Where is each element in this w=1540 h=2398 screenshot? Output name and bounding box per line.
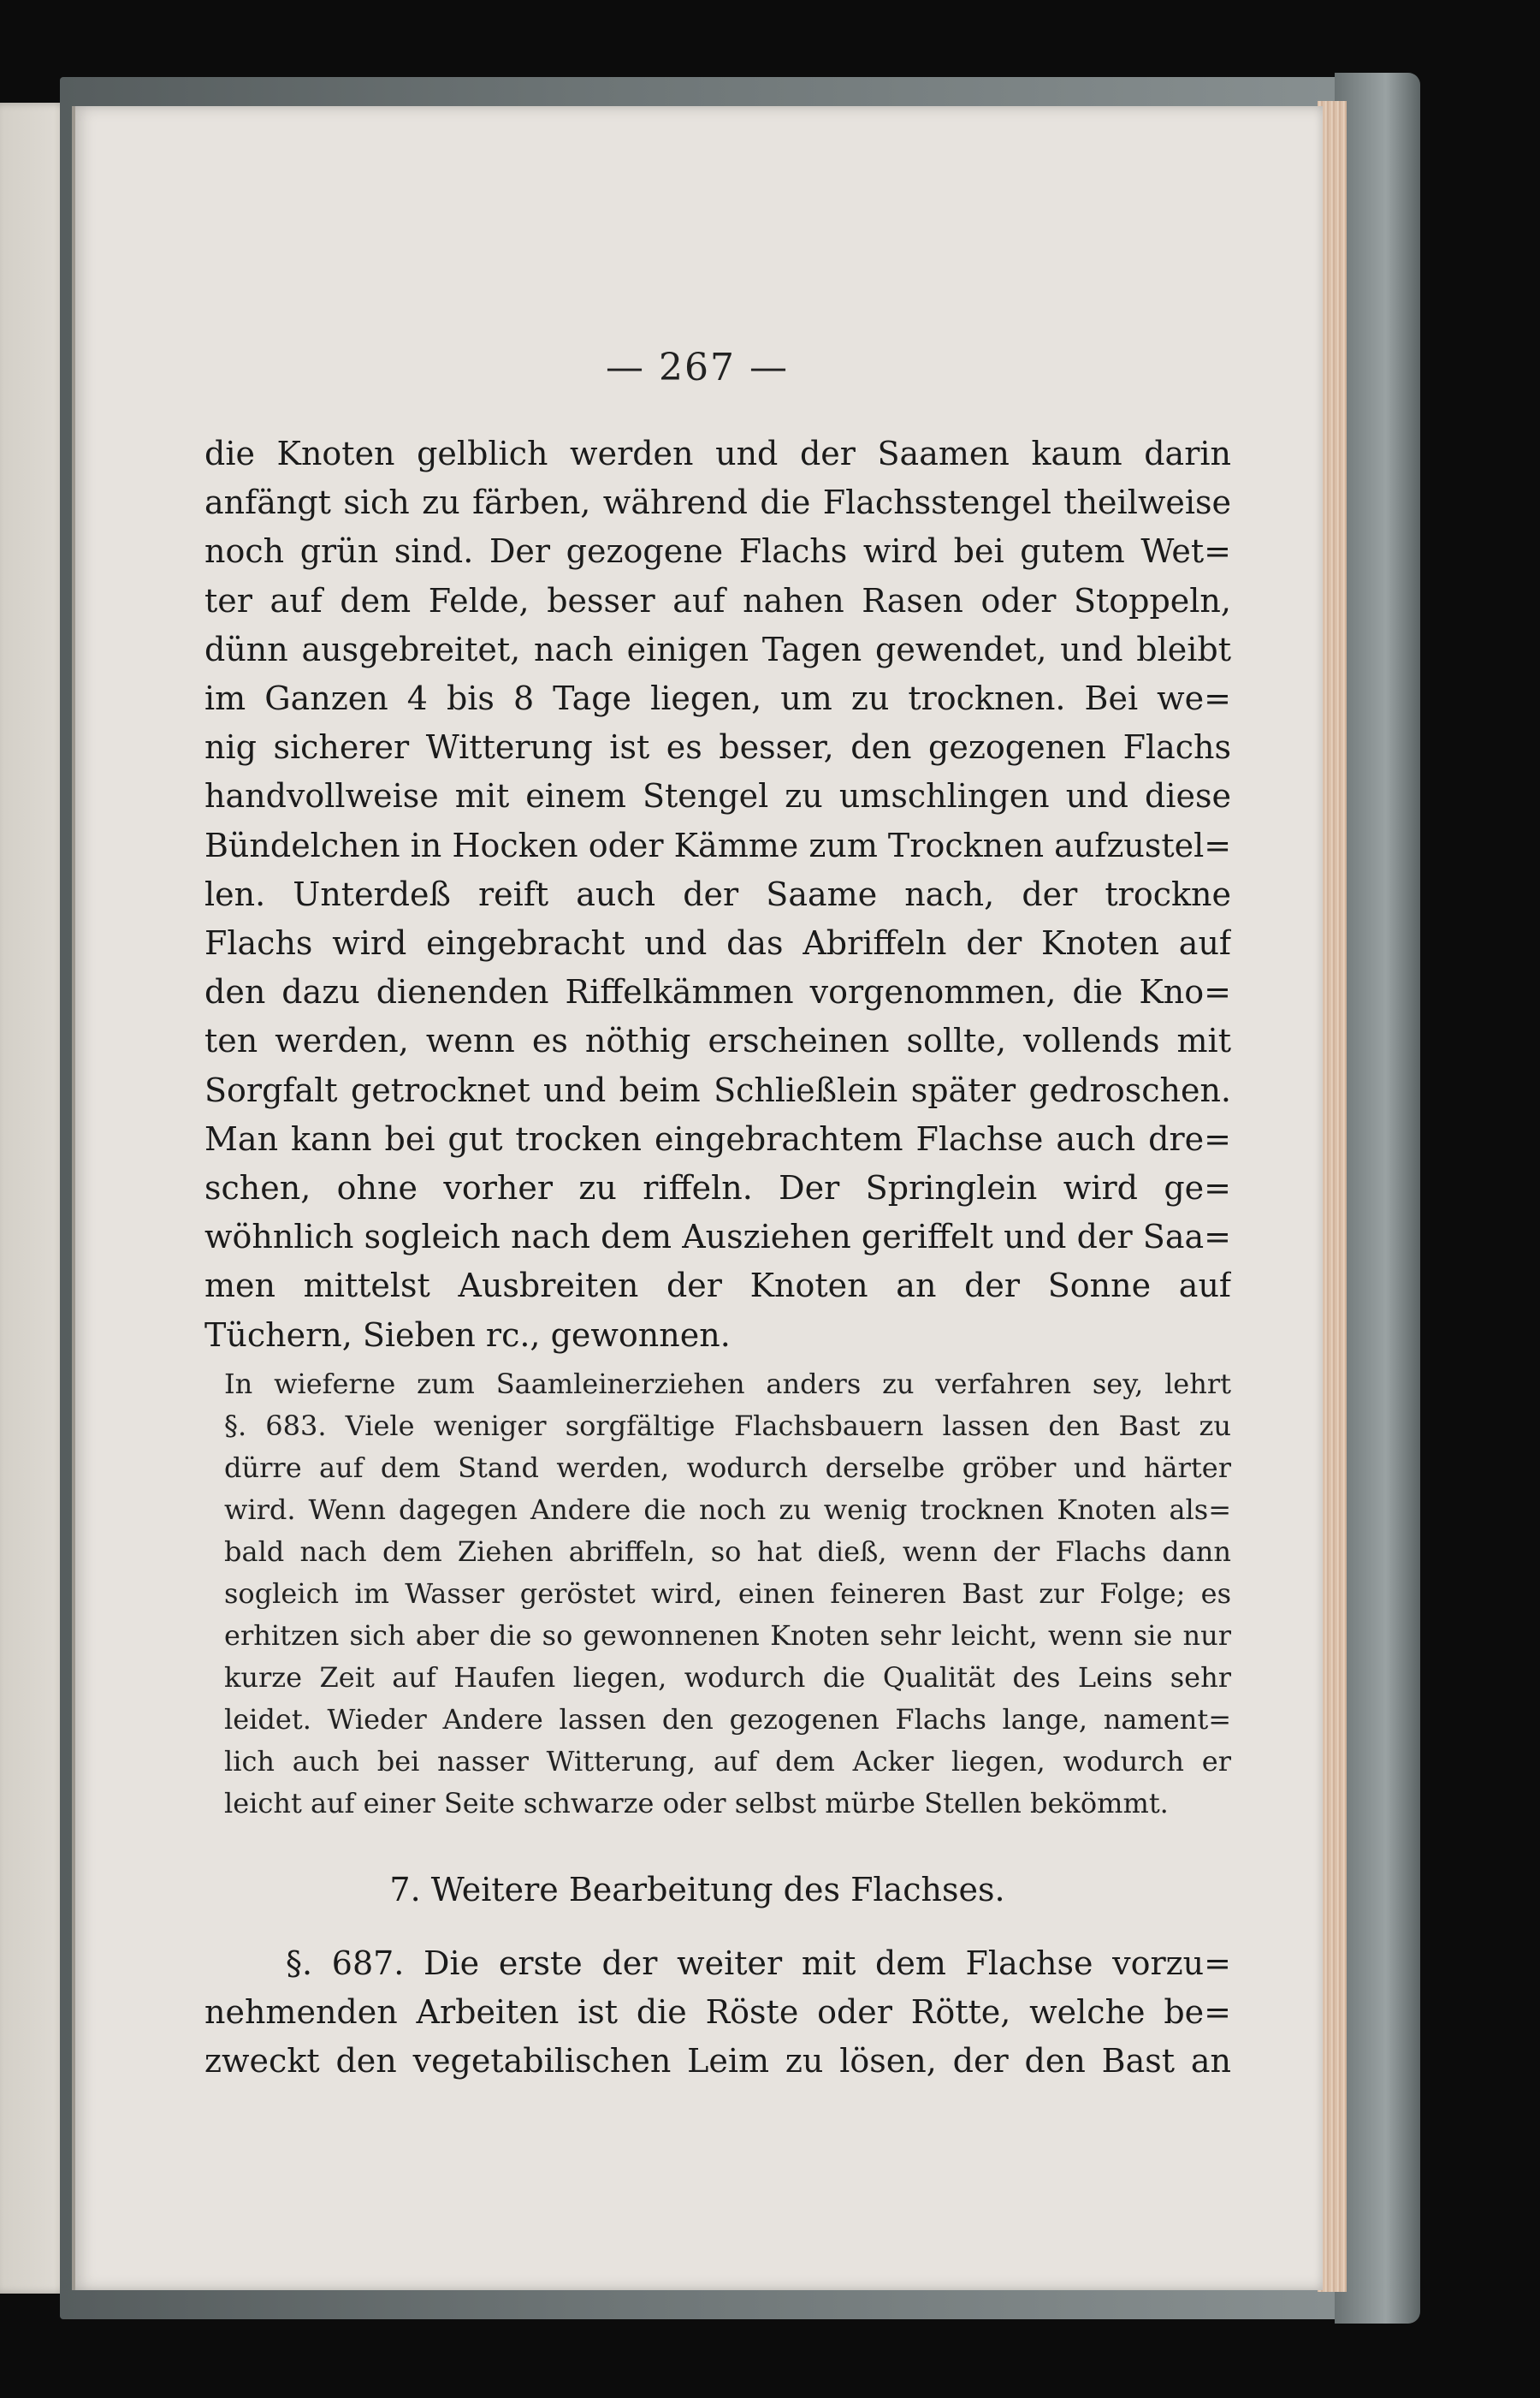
note-paragraph	[224, 1363, 1231, 1825]
book-page	[72, 106, 1323, 2290]
page-gutter	[72, 106, 75, 2290]
section-paragraph	[204, 1939, 1231, 2086]
text-line: Bündelchen in Hocken oder Kämme zum Trocknen aufzustel=	[204, 826, 1231, 864]
section-heading: 7. Weitere Bearbeitung des Flachses.	[389, 1871, 1005, 1908]
text-line: nehmenden Arbeiten ist die Röste oder Rötte, welche be=	[204, 1993, 1231, 2031]
text-line: den dazu dienenden Riffelkämmen vorgenommen, die Kno=	[204, 973, 1231, 1012]
text-line: Tüchern, Sieben rc., gewonnen.	[204, 1315, 731, 1354]
note-line: lich auch bei nasser Witterung, auf dem Acker liegen, wodurch er	[224, 1745, 1231, 1778]
text-line: anfängt sich zu färben, während die Flachsstengel theilweise	[204, 484, 1231, 522]
note-line: bald nach dem Ziehen abriffeln, so hat dieß, wenn der Flachs dann	[224, 1535, 1231, 1568]
note-line: erhitzen sich aber die so gewonnenen Knoten sehr leicht, wenn sie nur	[224, 1619, 1231, 1652]
text-line: ter auf dem Felde, besser auf nahen Rasen oder Stoppeln,	[204, 581, 1231, 620]
note-line: In wieferne zum Saamleinerziehen anders zu verfahren sey, lehrt	[224, 1368, 1231, 1400]
text-line: noch grün sind. Der gezogene Flachs wird bei gutem Wet=	[204, 532, 1231, 571]
text-line: nig sicherer Witterung ist es besser, den gezogenen Flachs	[204, 728, 1231, 767]
text-line: handvollweise mit einem Stengel zu umschlingen und diese	[204, 777, 1231, 816]
book-cover-edge	[1335, 73, 1420, 2324]
text-line: dünn ausgebreitet, nach einigen Tagen gewendet, und bleibt	[204, 630, 1231, 668]
page-number: — 267 —	[606, 346, 789, 389]
text-line: Flachs wird eingebracht und das Abriffeln der Knoten auf	[204, 924, 1231, 963]
text-line: schen, ohne vorher zu riffeln. Der Springlein wird ge=	[204, 1169, 1231, 1208]
note-line: sogleich im Wasser geröstet wird, einen feineren Bast zur Folge; es	[224, 1577, 1231, 1610]
main-paragraph	[204, 430, 1231, 1360]
text-line: Sorgfalt getrocknet und beim Schließlein später gedroschen.	[204, 1071, 1231, 1109]
note-line: wird. Wenn dagegen Andere die noch zu wenig trocknen Knoten als=	[224, 1493, 1231, 1526]
text-line: die Knoten gelblich werden und der Saamen kaum darin	[204, 435, 1231, 472]
text-line: §. 687. Die erste der weiter mit dem Flachse vorzu=	[286, 1944, 1231, 1982]
text-line: Man kann bei gut trocken eingebrachtem Flachse auch dre=	[204, 1119, 1231, 1158]
note-line: dürre auf dem Stand werden, wodurch derselbe gröber und härter	[224, 1451, 1231, 1484]
note-line: kurze Zeit auf Haufen liegen, wodurch die Qualität des Leins sehr	[224, 1661, 1231, 1694]
text-line: im Ganzen 4 bis 8 Tage liegen, um zu trocknen. Bei we=	[204, 680, 1231, 718]
note-line: §. 683. Viele weniger sorgfältige Flachsbauern lassen den Bast zu	[224, 1410, 1231, 1442]
text-line: men mittelst Ausbreiten der Knoten an der Sonne auf	[204, 1267, 1231, 1305]
note-line: leicht auf einer Seite schwarze oder selbst mürbe Stellen bekömmt.	[224, 1787, 1169, 1819]
text-line: len. Unterdeß reift auch der Saame nach, der trockne	[204, 875, 1231, 913]
text-line: zweckt den vegetabilischen Leim zu lösen, der den Bast an	[204, 2042, 1231, 2080]
text-line: ten werden, wenn es nöthig erscheinen sollte, vollends mit	[204, 1022, 1231, 1060]
note-line: leidet. Wieder Andere lassen den gezogenen Flachs lange, nament=	[224, 1703, 1231, 1736]
text-line: wöhnlich sogleich nach dem Ausziehen geriffelt und der Saa=	[204, 1218, 1231, 1256]
